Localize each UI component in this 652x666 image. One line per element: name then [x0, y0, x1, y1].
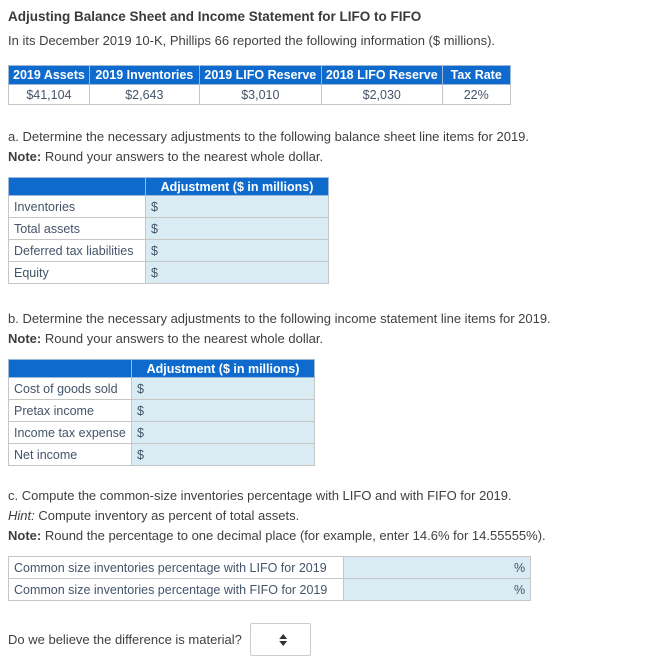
- intro-text: In its December 2019 10-K, Phillips 66 reported the following information ($ millions).: [8, 33, 496, 48]
- column-header: Tax Rate: [442, 66, 510, 85]
- section-c-prompt: c. Compute the common-size inventories percentage with LIFO and with FIFO for 2019.: [8, 488, 512, 503]
- note-text: Round your answers to the nearest whole dollar.: [44, 149, 324, 164]
- percent-suffix: %: [514, 560, 526, 575]
- row-label: Inventories: [9, 196, 146, 218]
- net-income-adjustment-input[interactable]: [148, 448, 309, 462]
- income-statement-adjustment-table: [8, 359, 315, 466]
- table-row: [9, 240, 329, 262]
- reported-info-table: [8, 65, 511, 105]
- input-cell[interactable]: [132, 378, 315, 400]
- table-row: [9, 422, 315, 444]
- row-label: Income tax expense: [9, 422, 132, 444]
- input-cell[interactable]: [146, 240, 329, 262]
- blank-header-cell: [9, 178, 146, 196]
- material-select[interactable]: [250, 623, 311, 656]
- note-label: Note:: [8, 528, 42, 543]
- dollar-prefix: $: [137, 425, 144, 440]
- adjustment-column-header: Adjustment ($ in millions): [146, 178, 329, 196]
- table-row: [9, 196, 329, 218]
- dollar-prefix: $: [151, 221, 158, 236]
- assets-2019-value: $41,104: [9, 85, 90, 105]
- row-label: Cost of goods sold: [9, 378, 132, 400]
- input-cell[interactable]: [146, 196, 329, 218]
- row-label: Deferred tax liabilities: [9, 240, 146, 262]
- percent-suffix: %: [514, 582, 526, 597]
- dollar-prefix: $: [151, 265, 158, 280]
- note-label: Note:: [8, 331, 42, 346]
- info-header-row: [9, 66, 511, 85]
- blank-header-cell: [9, 360, 132, 378]
- section-a-prompt: a. Determine the necessary adjustments to the following balance sheet line items for 2019.: [8, 129, 530, 144]
- input-cell[interactable]: [146, 218, 329, 240]
- table-row: [9, 262, 329, 284]
- adjustment-column-header: Adjustment ($ in millions): [132, 360, 315, 378]
- note-text: Round your answers to the nearest whole dollar.: [44, 331, 324, 346]
- table-header-row: [9, 178, 329, 196]
- table-row: [9, 218, 329, 240]
- deferred-tax-liabilities-adjustment-input[interactable]: [162, 244, 323, 258]
- row-label: Total assets: [9, 218, 146, 240]
- table-row: [9, 378, 315, 400]
- input-cell[interactable]: [146, 262, 329, 284]
- material-question-label: Do we believe the difference is material?: [8, 631, 242, 647]
- input-cell[interactable]: [132, 400, 315, 422]
- note-text: Round the percentage to one decimal place (for example, enter 14.6% for 14.55555%).: [44, 528, 546, 543]
- info-value-row: [9, 85, 511, 105]
- page-title: Adjusting Balance Sheet and Income Statement for LIFO to FIFO: [8, 9, 422, 24]
- row-label: Pretax income: [9, 400, 132, 422]
- material-select-wrap: [250, 623, 311, 656]
- dollar-prefix: $: [137, 381, 144, 396]
- input-cell[interactable]: [344, 579, 531, 601]
- income-tax-expense-adjustment-input[interactable]: [148, 426, 309, 440]
- row-label: Equity: [9, 262, 146, 284]
- dollar-prefix: $: [151, 243, 158, 258]
- section-b-prompt: b. Determine the necessary adjustments to the following income statement line items for 2019.: [8, 311, 551, 326]
- dollar-prefix: $: [137, 447, 144, 462]
- hint-label: Hint:: [8, 508, 35, 523]
- tax-rate-value: 22%: [442, 85, 510, 105]
- pretax-income-adjustment-input[interactable]: [148, 404, 309, 418]
- hint-text: Compute inventory as percent of total assets.: [38, 508, 300, 523]
- inventories-2019-value: $2,643: [89, 85, 199, 105]
- lifo-reserve-2019-value: $3,010: [199, 85, 321, 105]
- dollar-prefix: $: [151, 199, 158, 214]
- row-label: Common size inventories percentage with FIFO for 2019: [9, 579, 344, 601]
- dollar-prefix: $: [137, 403, 144, 418]
- table-row: [9, 400, 315, 422]
- table-row: [9, 557, 531, 579]
- column-header: 2019 Inventories: [89, 66, 199, 85]
- common-size-percentage-table: [8, 556, 531, 601]
- table-row: [9, 444, 315, 466]
- section-b-note: [8, 329, 644, 349]
- material-question-row: [8, 623, 644, 666]
- input-cell[interactable]: [344, 557, 531, 579]
- section-a-note: [8, 147, 644, 167]
- inventories-adjustment-input[interactable]: [162, 200, 323, 214]
- equity-adjustment-input[interactable]: [162, 266, 323, 280]
- section-c-note: [8, 526, 644, 546]
- row-label: Common size inventories percentage with LIFO for 2019: [9, 557, 344, 579]
- balance-sheet-adjustment-table: [8, 177, 329, 284]
- table-row: [9, 579, 531, 601]
- table-header-row: [9, 360, 315, 378]
- input-cell[interactable]: [132, 422, 315, 444]
- column-header: 2019 Assets: [9, 66, 90, 85]
- column-header: 2018 LIFO Reserve: [321, 66, 442, 85]
- lifo-reserve-2018-value: $2,030: [321, 85, 442, 105]
- input-cell[interactable]: [132, 444, 315, 466]
- total-assets-adjustment-input[interactable]: [162, 222, 323, 236]
- column-header: 2019 LIFO Reserve: [199, 66, 321, 85]
- note-label: Note:: [8, 149, 42, 164]
- row-label: Net income: [9, 444, 132, 466]
- cost-of-goods-sold-adjustment-input[interactable]: [148, 382, 309, 396]
- section-c-hint: [8, 506, 644, 526]
- lifo-percentage-input[interactable]: [349, 561, 510, 575]
- problem-page: [8, 8, 644, 666]
- fifo-percentage-input[interactable]: [349, 583, 510, 597]
